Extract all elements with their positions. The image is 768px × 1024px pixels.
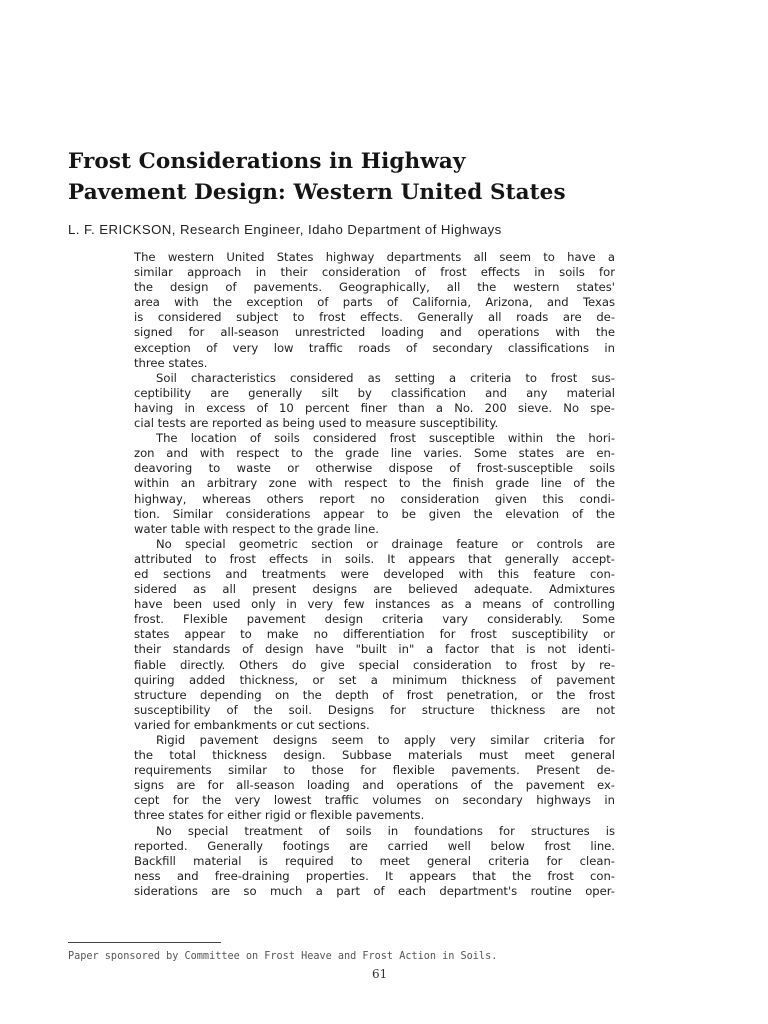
paragraph-line: similar approach in their consideration of frost effects in soils for	[134, 265, 615, 280]
paragraph-line: sidered as all present designs are believed adequate. Admixtures	[134, 582, 615, 597]
paragraph	[134, 431, 615, 537]
page-number: 61	[372, 967, 388, 981]
paragraph-line: three states for either rigid or flexible pavements.	[134, 808, 425, 823]
paragraph-line: highway, whereas others report no consideration given this condi-	[134, 491, 615, 506]
paragraph-line: cial tests are reported as being used to measure susceptibility.	[134, 416, 499, 431]
paragraph-line: deavoring to waste or otherwise dispose of frost-susceptible soils	[134, 461, 615, 476]
author-byline: L. F. ERICKSON, Research Engineer, Idaho Department of Highways	[68, 222, 502, 237]
paragraph-line: siderations are so much a part of each department's routine oper-	[134, 883, 615, 898]
paragraph-line: quiring added thickness, or set a minimum thickness of pavement	[134, 672, 615, 687]
paragraph-line: states appear to make no differentiation for frost susceptibility or	[134, 627, 615, 642]
footnote: Paper sponsored by Committee on Frost Heave and Frost Action in Soils.	[68, 951, 498, 962]
paragraph-line: is considered subject to frost effects. Generally all roads are de-	[134, 310, 615, 325]
paragraph-line: frost. Flexible pavement design criteria vary considerably. Some	[134, 612, 615, 627]
paragraph-line: exception of very low traffic roads of secondary classifications in	[134, 340, 615, 355]
paragraph-line: varied for embankments or cut sections.	[134, 717, 370, 732]
paragraph-line: tion. Similar considerations appear to be given the elevation of the	[134, 506, 615, 521]
title-line: Frost Considerations in Highway	[68, 149, 466, 174]
paragraph-line: Soil characteristics considered as setting a criteria to frost sus-	[156, 370, 615, 385]
paragraph-line: The location of soils considered frost susceptible within the hori-	[156, 431, 615, 446]
footnote-rule	[68, 942, 221, 943]
paragraph-line: reported. Generally footings are carried well below frost line.	[134, 838, 615, 853]
paragraph-line: fiable directly. Others do give special consideration to frost by re-	[134, 657, 615, 672]
paragraph-line: cept for the very lowest traffic volumes on secondary highways in	[134, 793, 615, 808]
paragraph-line: three states.	[134, 355, 208, 370]
paragraph-line: No special geometric section or drainage feature or controls are	[156, 536, 615, 551]
paragraph-line: susceptibility of the soil. Designs for structure thickness are not	[134, 702, 615, 717]
paragraph	[134, 250, 615, 371]
paragraph-line: attributed to frost effects in soils. It appears that generally accept-	[134, 551, 615, 566]
paragraph-line: Rigid pavement designs seem to apply very similar criteria for	[156, 733, 615, 747]
paragraph-line: requirements similar to those for flexible pavements. Present de-	[134, 763, 615, 778]
paragraph-line: the total thickness design. Subbase materials must meet general	[134, 748, 615, 763]
paragraph-line: ceptibility are generally silt by classification and any material	[134, 385, 615, 400]
paragraph-line: The western United States highway departments all seem to have a	[134, 250, 615, 264]
paragraph-line: have been used only in very few instances as a means of controlling	[134, 597, 615, 612]
paragraph-line: No special treatment of soils in foundations for structures is	[156, 823, 615, 838]
title-line: Pavement Design: Western United States	[68, 180, 566, 205]
paragraph	[134, 824, 615, 899]
paragraph-line: the design of pavements. Geographically, all the western states'	[134, 280, 615, 295]
paragraph-line: ness and free-draining properties. It appears that the frost con-	[134, 868, 615, 883]
paragraph-line: signs are for all-season loading and operations of the pavement ex-	[134, 778, 615, 793]
article-body	[134, 250, 615, 899]
paragraph-line: water table with respect to the grade line.	[134, 521, 379, 536]
paragraph-line: area with the exception of parts of California, Arizona, and Texas	[134, 295, 615, 310]
paragraph-line: zon and with respect to the grade line varies. Some states are en-	[134, 446, 615, 461]
paragraph-line: within an arbitrary zone with respect to the finish grade line of the	[134, 476, 615, 491]
paragraph-line: having in excess of 10 percent finer than a No. 200 sieve. No spe-	[134, 400, 615, 415]
paragraph-line: their standards of design have "built in" a factor that is not identi-	[134, 642, 615, 657]
paragraph-line: signed for all-season unrestricted loading and operations with the	[134, 325, 615, 340]
paragraph	[134, 733, 615, 824]
paragraph-line: Backfill material is required to meet general criteria for clean-	[134, 853, 615, 868]
paragraph	[134, 371, 615, 431]
article-title	[68, 146, 708, 208]
paragraph	[134, 537, 615, 733]
paragraph-line: ed sections and treatments were developed with this feature con-	[134, 566, 615, 581]
paragraph-line: structure depending on the depth of frost penetration, or the frost	[134, 687, 615, 702]
